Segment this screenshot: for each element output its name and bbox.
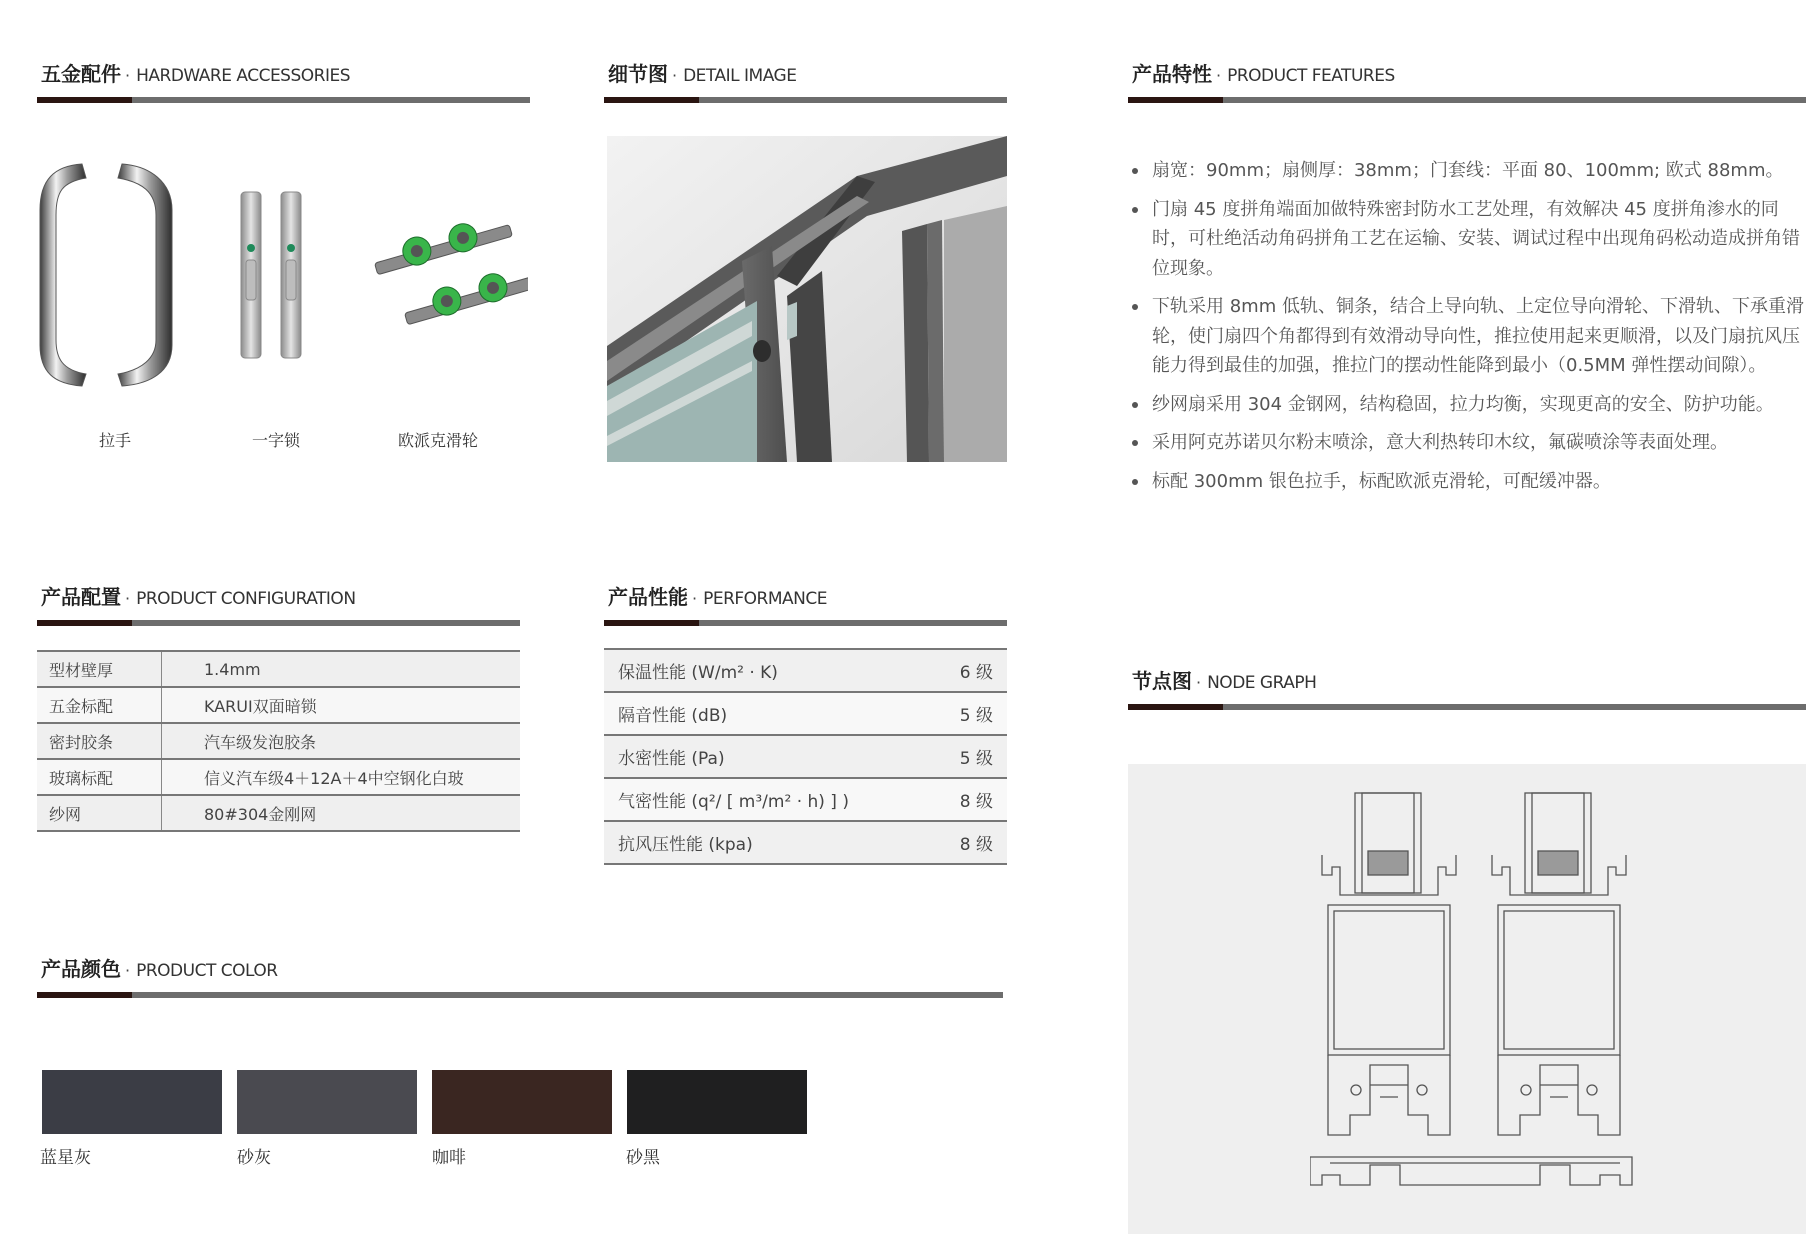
section-rule	[1128, 704, 1806, 710]
table-row	[604, 778, 1007, 821]
title-en: HARDWARE ACCESSORIES	[136, 66, 351, 86]
pull-handle-icon	[34, 160, 184, 390]
title-cn: 节点图	[1132, 669, 1192, 693]
sliding-roller-icon	[368, 215, 528, 335]
hardware-label-handle: 拉手	[98, 431, 131, 450]
feature-item: 纱网扇采用 304 金钢网，结构稳固，拉力均衡，实现更高的安全、防护功能。	[1128, 390, 1808, 420]
color-label: 蓝星灰	[40, 1148, 91, 1168]
table-row	[37, 795, 520, 831]
color-swatch	[627, 1070, 807, 1134]
config-key: 五金标配	[37, 687, 162, 723]
title-cn: 细节图	[608, 62, 668, 86]
config-value: 汽车级发泡胶条	[162, 723, 521, 759]
feature-item: 扇宽：90mm；扇侧厚：38mm；门套线：平面 80、100mm; 欧式 88mm。	[1128, 156, 1808, 186]
title-en: PRODUCT CONFIGURATION	[136, 589, 356, 609]
section-color	[37, 954, 1003, 1004]
config-key: 密封胶条	[37, 723, 162, 759]
section-node	[1128, 666, 1806, 716]
title-cn: 五金配件	[41, 62, 121, 86]
title-en: DETAIL IMAGE	[683, 66, 797, 86]
title-cn: 产品特性	[1132, 62, 1212, 86]
section-title	[41, 582, 356, 612]
perf-key: 保温性能 (W/m² · K)	[604, 649, 930, 692]
title-separator: ·	[125, 66, 131, 85]
bottom-track	[1310, 1157, 1632, 1185]
feature-item: 采用阿克苏诺贝尔粉末喷涂，意大利热转印木纹，氟碳喷涂等表面处理。	[1128, 428, 1808, 458]
flush-lock-icon	[237, 190, 307, 360]
section-title	[41, 59, 350, 89]
table-row	[604, 692, 1007, 735]
detail-photo	[607, 136, 1007, 462]
title-separator: ·	[125, 961, 131, 980]
section-title	[608, 582, 827, 612]
section-rule	[604, 620, 1007, 626]
title-separator: ·	[1196, 673, 1202, 692]
config-value: 1.4mm	[162, 651, 521, 687]
section-rule	[1128, 97, 1806, 103]
hardware-label-roller: 欧派克滑轮	[397, 431, 478, 450]
title-separator: ·	[125, 589, 131, 608]
features-list	[1128, 156, 1808, 505]
right-profile	[1492, 793, 1626, 1135]
feature-item: 门扇 45 度拼角端面加做特殊密封防水工艺处理，有效解决 45 度拼角渗水的同时，可杜绝活动角码拼角工艺在运输、安装、调试过程中出现角码松动造成拼角错位现象。	[1128, 195, 1808, 284]
section-title	[1132, 666, 1316, 696]
title-separator: ·	[672, 66, 678, 85]
perf-key: 隔音性能 (dB)	[604, 692, 930, 735]
section-rule	[37, 992, 1003, 998]
title-en: PRODUCT COLOR	[136, 961, 278, 981]
title-en: NODE GRAPH	[1207, 673, 1317, 693]
title-en: PRODUCT FEATURES	[1227, 66, 1395, 86]
section-title	[1132, 59, 1395, 89]
configuration-table	[37, 650, 520, 832]
perf-value: 6 级	[930, 649, 1007, 692]
perf-key: 抗风压性能 (kpa)	[604, 821, 930, 864]
color-label: 砂黑	[626, 1148, 660, 1168]
section-title	[41, 954, 278, 984]
title-cn: 产品性能	[608, 585, 688, 609]
performance-table	[604, 648, 1007, 865]
section-rule	[604, 97, 1007, 103]
section-detail	[604, 59, 1007, 109]
section-title	[608, 59, 796, 89]
feature-item: 下轨采用 8mm 低轨、铜条，结合上导向轨、上定位导向滑轮、下滑轨、下承重滑轮，使门扇四个角都得到有效滑动导向性，推拉使用起来更顺滑，以及门扇抗风压能力得到最佳的加强，推拉门的摆动性能降到最小（0.5MM 弹性摆动间隙）。	[1128, 292, 1808, 381]
config-value: KARUI双面暗锁	[162, 687, 521, 723]
config-value: 信义汽车级4＋12A＋4中空钢化白玻	[162, 759, 521, 795]
title-separator: ·	[1216, 66, 1222, 85]
color-swatch	[237, 1070, 417, 1134]
hardware-label-lock: 一字锁	[251, 431, 300, 450]
title-en: PERFORMANCE	[703, 589, 827, 609]
perf-key: 水密性能 (Pa)	[604, 735, 930, 778]
table-row	[604, 821, 1007, 864]
section-configuration	[37, 582, 520, 632]
section-rule	[37, 620, 520, 626]
perf-value: 5 级	[930, 735, 1007, 778]
left-profile	[1322, 793, 1456, 1135]
node-graph-drawing	[1310, 785, 1640, 1205]
title-separator: ·	[692, 589, 698, 608]
section-performance	[604, 582, 1007, 632]
table-row	[604, 735, 1007, 778]
color-swatch	[42, 1070, 222, 1134]
config-key: 型材壁厚	[37, 651, 162, 687]
color-label: 咖啡	[432, 1148, 466, 1168]
table-row	[604, 649, 1007, 692]
title-cn: 产品配置	[41, 585, 121, 609]
perf-value: 5 级	[930, 692, 1007, 735]
config-key: 纱网	[37, 795, 162, 831]
section-rule	[37, 97, 530, 103]
perf-key: 气密性能 (q²/ [ m³/m² · h) ] )	[604, 778, 930, 821]
config-key: 玻璃标配	[37, 759, 162, 795]
section-hardware	[37, 59, 530, 109]
config-value: 80#304金刚网	[162, 795, 521, 831]
perf-value: 8 级	[930, 778, 1007, 821]
table-row	[37, 759, 520, 795]
color-label: 砂灰	[237, 1148, 271, 1168]
table-row	[37, 687, 520, 723]
table-row	[37, 651, 520, 687]
title-cn: 产品颜色	[41, 957, 121, 981]
table-row	[37, 723, 520, 759]
color-swatch	[432, 1070, 612, 1134]
section-features	[1128, 59, 1806, 109]
feature-item: 标配 300mm 银色拉手，标配欧派克滑轮，可配缓冲器。	[1128, 467, 1808, 497]
perf-value: 8 级	[930, 821, 1007, 864]
